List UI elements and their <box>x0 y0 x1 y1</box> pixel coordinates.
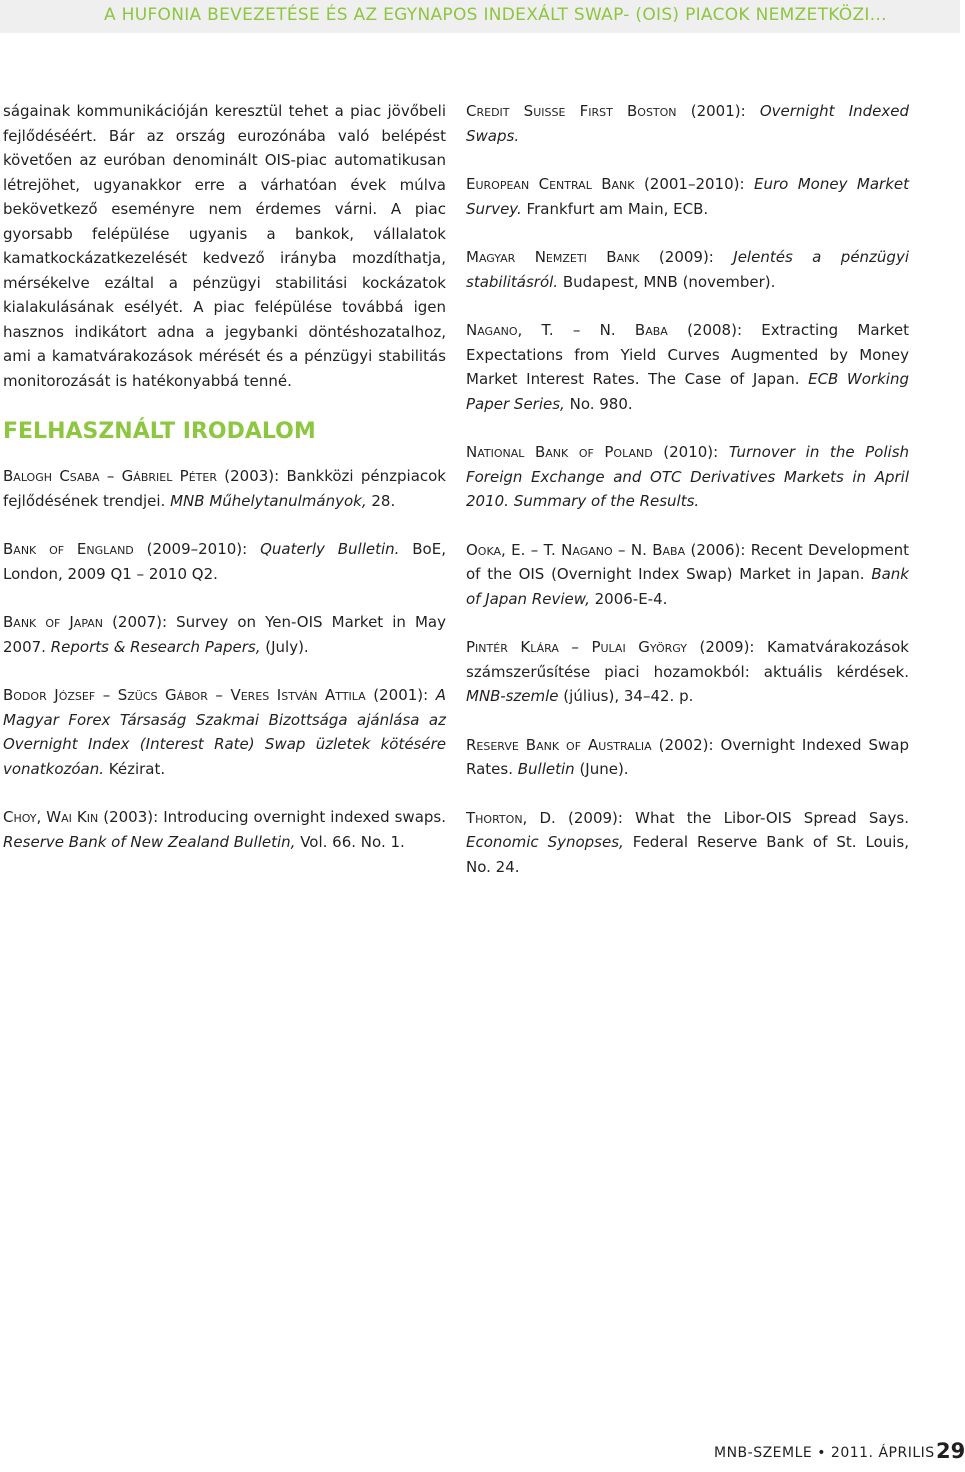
reference-item: Nagano, T. – N. Baba (2008): Extracting Market Expectations from Yield Curves Augmented by Money Market Interest Rates. The Case of Japan. ECB Working Paper Series, No. 980. <box>466 321 909 413</box>
section-title: FELHASZNÁLT IRODALOM <box>3 419 316 444</box>
reference-item: Choy, Wai Kin (2003): Introducing overnight indexed swaps. Reserve Bank of New Zealand Bulletin, Vol. 66. No. 1. <box>3 808 446 851</box>
reference-item: European Central Bank (2001–2010): Euro Money Market Survey. Frankfurt am Main, ECB. <box>466 175 909 218</box>
reference-item: Balogh Csaba – Gábriel Péter (2003): Bankközi pénzpiacok fejlődésének trendjei. MNB Műhelytanulmányok, 28. <box>3 467 446 510</box>
ref-authors: European Central Bank <box>466 175 635 193</box>
ref-authors: Bank of England <box>3 540 134 558</box>
reference-item: Pintér Klára – Pulai György (2009): Kamatvárakozások számszerűsítése piaci hozamokból: aktuális kérdések. MNB-szemle (július), 34–42. p. <box>466 638 909 705</box>
journal-issue: MNB-SZEMLE • 2011. ÁPRILIS <box>714 1445 935 1461</box>
ref-authors: Thorton, D. <box>466 808 556 827</box>
ref-authors: Ooka, E. – T. Nagano – N. Baba <box>466 540 686 559</box>
reference-item: Magyar Nemzeti Bank (2009): Jelentés a pénzügyi stabilitásról. Budapest, MNB (november). <box>466 248 909 291</box>
ref-authors: Choy, Wai Kin <box>3 808 99 826</box>
left-column <box>3 99 446 878</box>
reference-item: Bank of England (2009–2010): Quaterly Bulletin. BoE, London, 2009 Q1 – 2010 Q2. <box>3 540 446 583</box>
reference-item: Ooka, E. – T. Nagano – N. Baba (2006): Recent Development of the OIS (Overnight Index Swap) Market in Japan. Bank of Japan Review, 2006-E-4. <box>466 540 909 608</box>
body-paragraph: ságainak kommunikációján keresztül tehet a piac jövőbeli fejlődéséért. Bár az ország eurozónába való belépést követően az euróban denominált OIS-piac automatikusan létrejöhet, ugyanakkor erre a várhatóan évek múlva bekövetkező eseményre nem érdemes várni. A piac gyorsabb felépülése ugyanis a bankok, vállalatok kamatkockázatkezelését kedvező irányba mozdíthatja, mérsékelve ezáltal a pénzügyi stabilitási kockázatok kialakulásának esélyét. A piac felépülése továbbá igen hasznos indikátort adna a jegybanki döntéshozatalhoz, ami a kamatvárakozások mérését és a pénzügyi stabilitás monitorozását is hatékonyabbá tenné. <box>3 102 446 390</box>
reference-item: National Bank of Poland (2010): Turnover in the Polish Foreign Exchange and OTC Derivatives Markets in April 2010. Summary of the Results. <box>466 443 910 510</box>
ref-authors: Balogh Csaba – Gábriel Péter <box>3 467 217 485</box>
reference-item: Bank of Japan (2007): Survey on Yen-OIS Market in May 2007. Reports & Research Papers, (July). <box>3 613 446 656</box>
right-column <box>466 99 909 903</box>
ref-authors: National Bank of Poland <box>466 443 653 461</box>
page-number: 29 <box>936 1439 965 1463</box>
ref-authors: Bodor József – Szücs Gábor – Veres István Attila <box>3 686 366 704</box>
reference-item: Credit Suisse First Boston (2001): Overnight Indexed Swaps. <box>466 102 909 145</box>
page-footer <box>714 1439 965 1472</box>
ref-authors: Bank of Japan <box>3 613 104 631</box>
reference-item: Reserve Bank of Australia (2002): Overnight Indexed Swap Rates. Bulletin (June). <box>466 735 909 778</box>
running-title: A HUFONIA BEVEZETÉSE ÉS AZ EGYNAPOS INDEXÁLT SWAP- (OIS) PIACOK NEMZETKÖZI... <box>104 5 887 25</box>
ref-authors: Pintér Klára – Pulai György <box>466 638 687 656</box>
ref-authors: Credit Suisse First Boston <box>466 102 677 120</box>
ref-authors: Nagano, T. – N. Baba <box>466 321 668 339</box>
reference-item: Bodor József – Szücs Gábor – Veres István Attila (2001): A Magyar Forex Társaság Szakmai Bizottsága ajánlása az Overnight Index (Interest Rate) Swap üzletek kötésére vonatkozóan. Kézirat. <box>3 686 446 778</box>
reference-item: Thorton, D. (2009): What the Libor-OIS Spread Says. Economic Synopses, Federal Reserve Bank of St. Louis, No. 24. <box>466 808 909 876</box>
page-header <box>0 0 960 33</box>
ref-authors: Magyar Nemzeti Bank <box>466 248 640 266</box>
ref-authors: Reserve Bank of Australia <box>466 735 652 754</box>
